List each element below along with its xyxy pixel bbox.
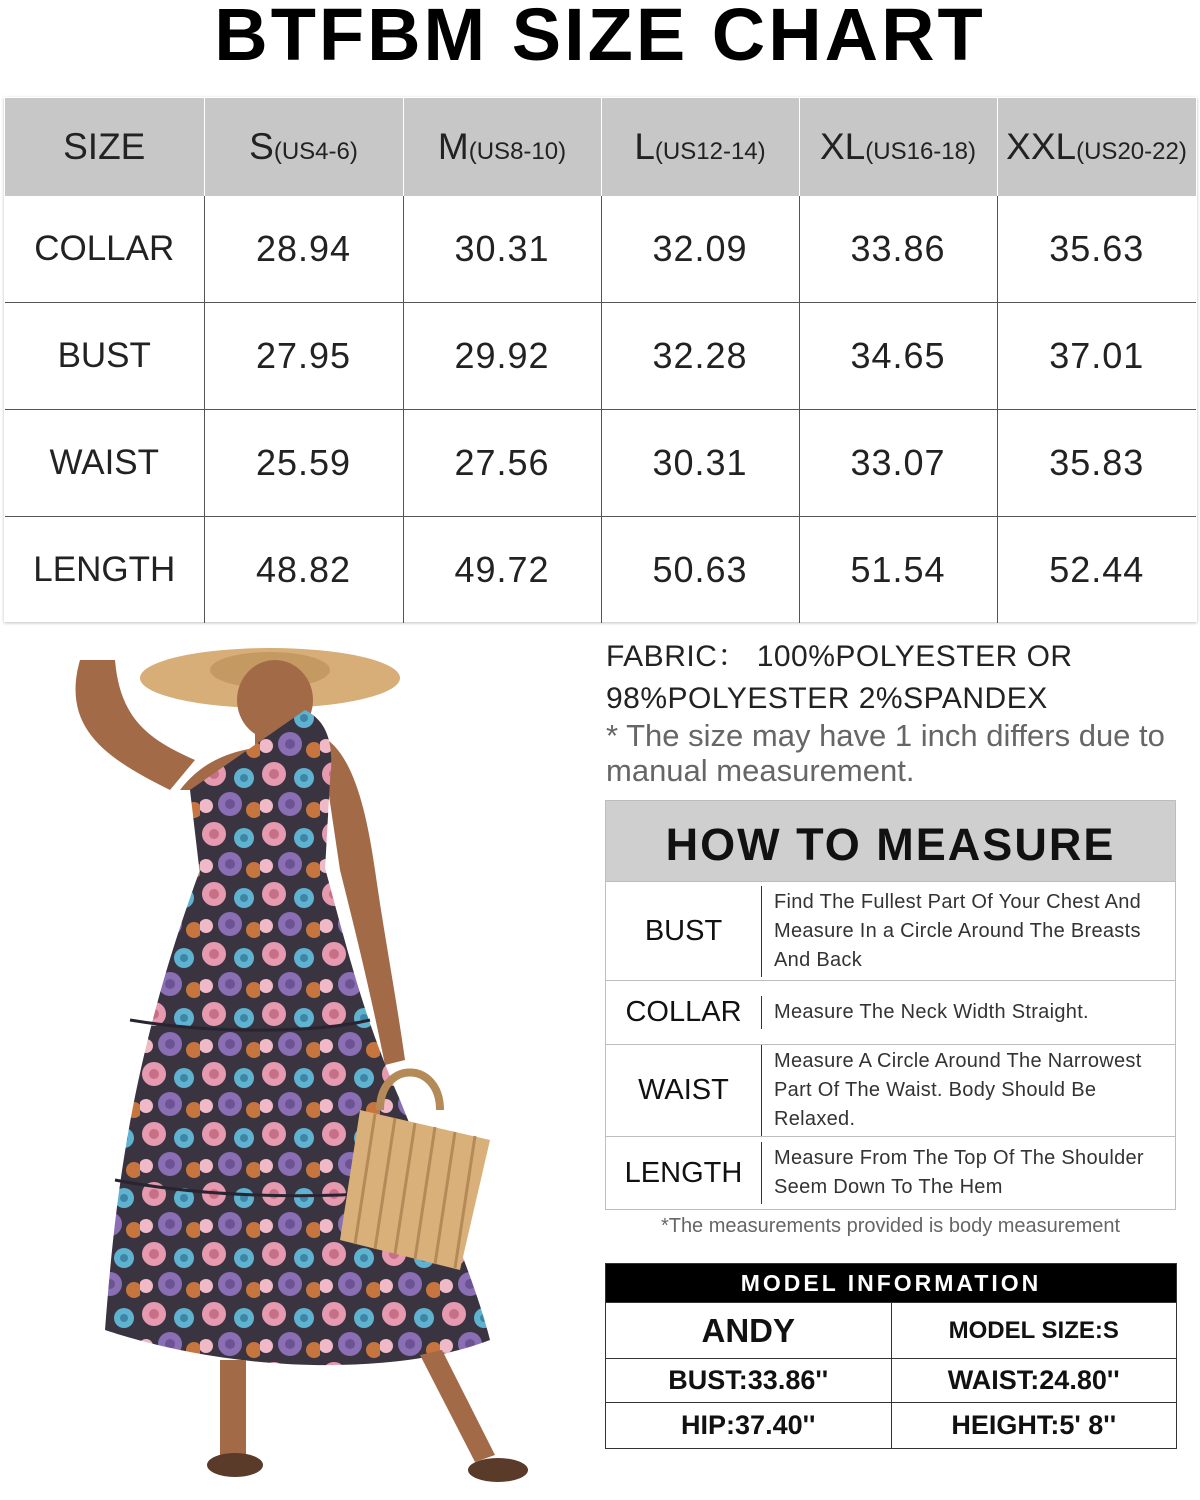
table-cell: 49.72 <box>403 517 601 624</box>
table-cell: 28.94 <box>204 196 403 303</box>
row-label: WAIST <box>5 410 204 517</box>
fabric-line-2: 98%POLYESTER 2%SPANDEX <box>606 682 1048 715</box>
table-cell: 27.56 <box>403 410 601 517</box>
table-cell: 25.59 <box>204 410 403 517</box>
size-note: * The size may have 1 inch differs due to manual measurement. <box>606 718 1165 788</box>
table-cell: 52.44 <box>1049 549 1145 590</box>
measure-text: Find The Fullest Part Of Your Chest And Measure In a Circle Around The Breasts And Back <box>761 886 1175 977</box>
how-to-measure-table <box>605 800 1176 1210</box>
row-label: LENGTH <box>5 517 204 624</box>
table-cell: 29.92 <box>403 303 601 410</box>
table-cell: 50.63 <box>601 517 799 624</box>
measure-row-waist <box>606 1044 1175 1136</box>
model-photo <box>20 640 595 1495</box>
table-cell: 32.28 <box>601 303 799 410</box>
table-row-collar <box>5 196 1196 303</box>
table-cell: 33.07 <box>799 410 997 517</box>
model-size: MODEL SIZE:S <box>891 1303 1177 1358</box>
table-cell: 27.95 <box>204 303 403 410</box>
table-cell: 35.63 <box>997 196 1196 303</box>
model-information-title: MODEL INFORMATION <box>606 1264 1176 1302</box>
model-information-table <box>605 1263 1177 1449</box>
measure-label: BUST <box>644 914 723 947</box>
header-s: S(US4-6) <box>204 98 403 196</box>
how-to-measure-title: HOW TO MEASURE <box>606 801 1175 881</box>
measure-text: Measure A Circle Around The Narrowest Part Of The Waist. Body Should Be Relaxed. <box>761 1045 1175 1136</box>
measure-label: COLLAR <box>625 996 742 1028</box>
table-cell: 34.65 <box>799 303 997 410</box>
table-cell: 32.09 <box>601 196 799 303</box>
table-row-bust <box>5 303 1196 410</box>
model-hip: HIP:37.40'' <box>681 1410 816 1440</box>
row-label: COLLAR <box>5 196 204 303</box>
table-cell: 33.86 <box>799 196 997 303</box>
measure-text: Measure From The Top Of The Shoulder Seem Down To The Hem <box>761 1142 1175 1204</box>
table-row-length <box>5 517 1196 624</box>
table-cell: 35.83 <box>997 410 1196 517</box>
table-cell: 30.31 <box>403 196 601 303</box>
fabric-info <box>606 636 1191 720</box>
model-bust: BUST:33.86'' <box>668 1365 829 1395</box>
model-name: ANDY <box>701 1312 795 1349</box>
measure-text: Measure The Neck Width Straight. <box>761 996 1175 1029</box>
model-row-2 <box>606 1358 1176 1402</box>
model-row-3 <box>606 1402 1176 1448</box>
model-waist: WAIST:24.80'' <box>891 1359 1177 1402</box>
model-height: HEIGHT:5' 8'' <box>891 1403 1177 1448</box>
header-m: M(US8-10) <box>403 98 601 196</box>
page-title: BTFBM SIZE CHART <box>214 0 986 76</box>
size-table-header-row <box>5 98 1196 196</box>
size-chart-table <box>5 98 1197 623</box>
fabric-line-1: FABRIC： 100%POLYESTER OR <box>606 640 1073 673</box>
measurement-footnote: *The measurements provided is body measurement <box>660 1215 1121 1237</box>
row-label: BUST <box>5 303 204 410</box>
measure-row-collar <box>606 980 1175 1044</box>
measure-label: LENGTH <box>624 1156 743 1189</box>
table-cell: 48.82 <box>204 517 403 624</box>
dress-skirt <box>105 868 490 1365</box>
header-size: SIZE <box>5 98 204 196</box>
header-xxl: XXL(US20-22) <box>997 98 1196 196</box>
model-row-1 <box>606 1302 1176 1358</box>
header-l: L(US12-14) <box>601 98 799 196</box>
table-cell: 30.31 <box>601 410 799 517</box>
measure-row-bust <box>606 881 1175 980</box>
measure-row-length <box>606 1136 1175 1209</box>
header-xl: XL(US16-18) <box>799 98 997 196</box>
table-cell: 37.01 <box>997 303 1196 410</box>
table-cell: 51.54 <box>799 517 997 624</box>
measure-label: WAIST <box>638 1074 729 1106</box>
table-row-waist <box>5 410 1196 517</box>
